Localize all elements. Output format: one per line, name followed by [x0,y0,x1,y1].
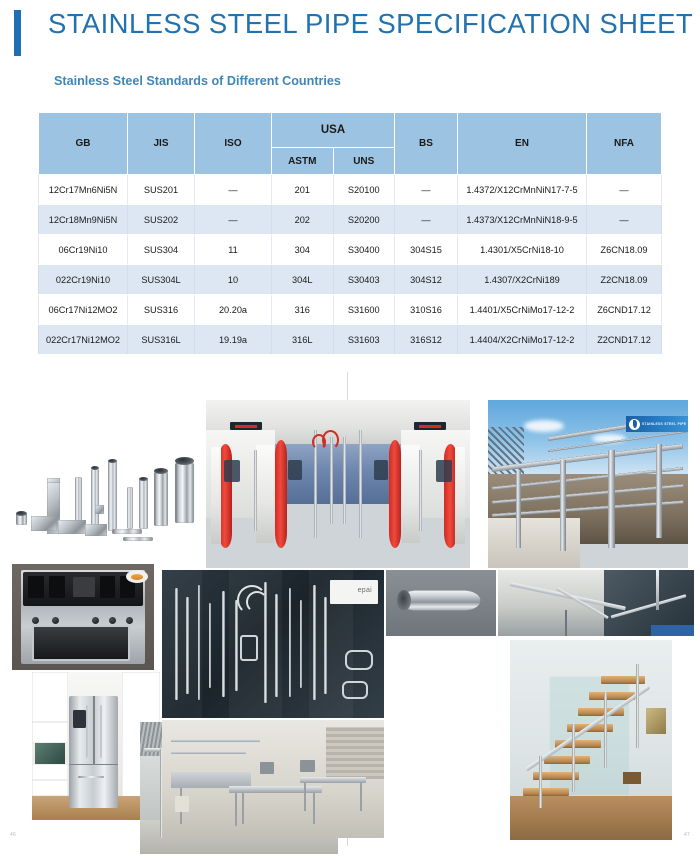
cell-nfa: Z2CN18.09 [587,265,662,295]
cell-gb: 022Cr19Ni10 [39,265,128,295]
cell-gb: 06Cr17Ni12MO2 [39,295,128,325]
stainless-pipes-product-photo [12,430,204,560]
cell-astm: 201 [272,175,334,205]
cell-nfa: Z6CND17.12 [587,295,662,325]
cell-bs: 304S15 [395,235,458,265]
table-body [39,175,662,355]
cell-bs: 316S12 [395,325,458,355]
cell-astm: 202 [272,205,334,235]
cell-gb: 06Cr19Ni10 [39,235,128,265]
cell-uns: S31600 [333,295,395,325]
steel-tube-closeup-photo [386,570,496,636]
cell-jis: SUS316L [128,325,195,355]
page-number-left: 46 [10,832,16,838]
table-row [39,325,662,355]
section-subtitle: Stainless Steel Standards of Different Countries [54,74,341,88]
table-row [39,175,662,205]
table-row [39,235,662,265]
page-title: STAINLESS STEEL PIPE SPECIFICATION SHEET [48,8,694,39]
watermark-text: STAINLESS STEEL PIPE [642,422,687,426]
cell-bs: — [395,175,458,205]
cell-iso: 20.20a [195,295,272,325]
cell-nfa: Z2CND17.12 [587,325,662,355]
cell-bs: 304S12 [395,265,458,295]
glass-staircase-photo [510,640,672,840]
cell-iso: 11 [195,235,272,265]
cell-en: 1.4401/X5CrNiMo17-12-2 [458,295,587,325]
standards-table-container [38,112,662,355]
cell-uns: S30400 [333,235,395,265]
brand-watermark [626,416,688,432]
col-header-astm: ASTM [272,148,334,175]
cell-nfa: — [587,175,662,205]
cell-uns: S30403 [333,265,395,295]
table-row [39,295,662,325]
cell-en: 1.4373/X12CrMnNiN18-9-5 [458,205,587,235]
cell-jis: SUS304 [128,235,195,265]
cell-iso: — [195,175,272,205]
cell-jis: SUS316 [128,295,195,325]
cell-en: 1.4307/X2CrNi189 [458,265,587,295]
bridge-railing-photo [488,400,688,568]
stainless-range-photo [12,564,154,670]
escalator-balustrade-photo [498,570,694,636]
cell-uns: S20100 [333,175,395,205]
cell-astm: 304L [272,265,334,295]
droplet-logo-icon [629,419,640,430]
col-header-bs: BS [395,113,458,175]
cell-jis: SUS304L [128,265,195,295]
cell-gb: 12Cr17Mn6Ni5N [39,175,128,205]
table-row [39,265,662,295]
cell-en: 1.4404/X2CrNiMo17-12-2 [458,325,587,355]
cell-bs: 310S16 [395,295,458,325]
table-header-row-primary [39,113,662,148]
cell-gb: 022Cr17Ni12MO2 [39,325,128,355]
cell-iso: 19.19a [195,325,272,355]
cell-uns: S20200 [333,205,395,235]
title-accent-bar [14,10,21,56]
table-head [39,113,662,175]
cell-gb: 12Cr18Mn9Ni5N [39,205,128,235]
cell-astm: 304 [272,235,334,265]
cell-jis: SUS202 [128,205,195,235]
page-number-right: 47 [684,832,690,838]
col-header-iso: ISO [195,113,272,175]
col-header-uns: UNS [333,148,395,175]
cell-jis: SUS201 [128,175,195,205]
table-row [39,205,662,235]
cell-nfa: Z6CN18.09 [587,235,662,265]
cell-nfa: — [587,205,662,235]
cell-bs: — [395,205,458,235]
cell-astm: 316L [272,325,334,355]
col-header-nfa: NFA [587,113,662,175]
col-header-gb: GB [39,113,128,175]
cell-iso: — [195,205,272,235]
product-application-collage [0,372,700,842]
col-header-en: EN [458,113,587,175]
cell-iso: 10 [195,265,272,295]
train-interior-photo [206,400,470,568]
cell-en: 1.4301/X5CrNi18-10 [458,235,587,265]
page-header [0,0,700,62]
cell-astm: 316 [272,295,334,325]
col-header-usa-group: USA [272,113,395,148]
cell-en: 1.4372/X12CrMnNiN17-7-5 [458,175,587,205]
commercial-kitchen-photo [162,720,384,838]
col-header-jis: JIS [128,113,195,175]
standards-table [38,112,662,355]
cell-uns: S31603 [333,325,395,355]
door-handle-showroom-photo: epai [162,570,384,718]
